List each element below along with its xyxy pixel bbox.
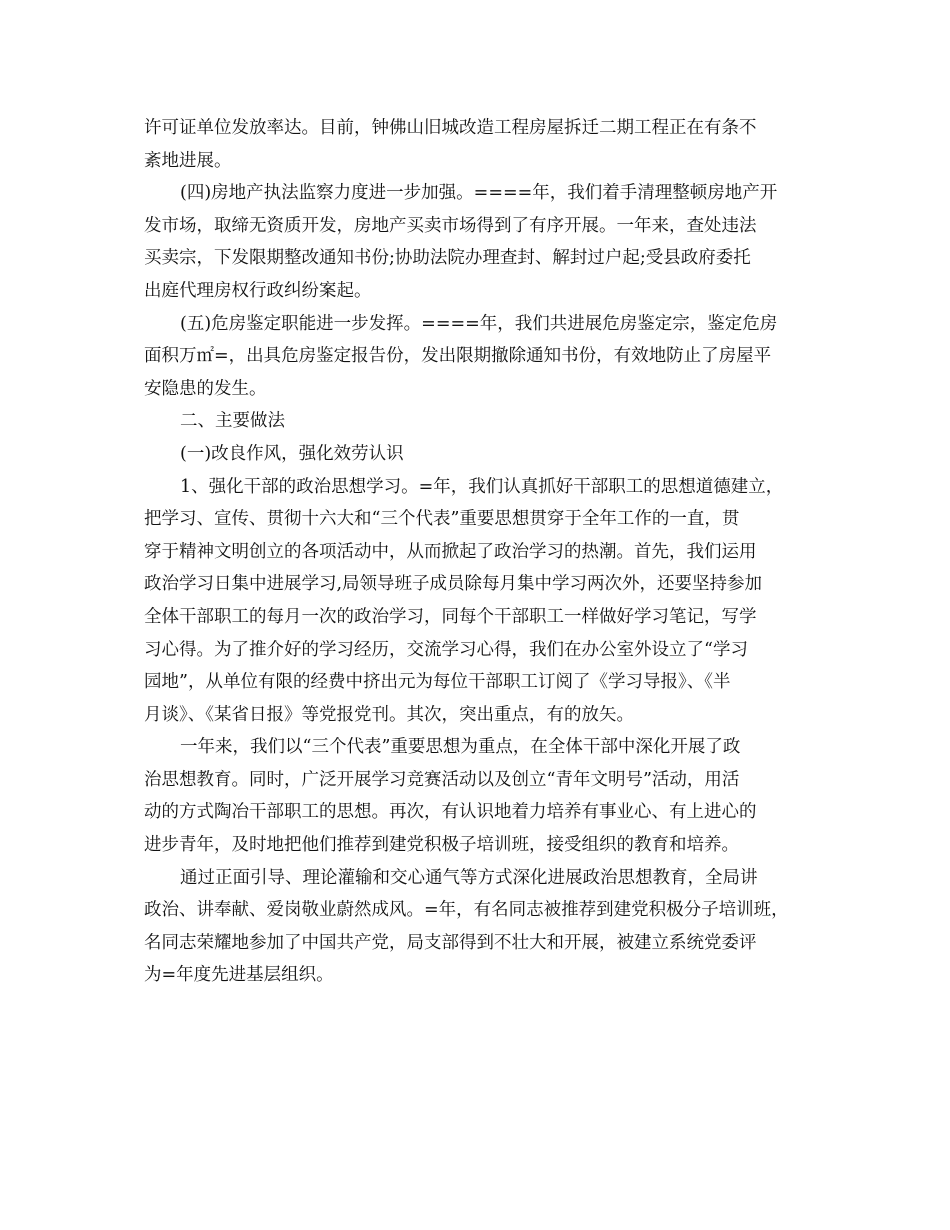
text-line: 出庭代理房权行政纠纷案起。 (144, 280, 372, 301)
text-line: 一年来，我们以“三个代表”重要思想为重点，在全体干部中深化开展了政 (180, 737, 741, 758)
text-line: 进步青年，及时地把他们推荐到建党积极子培训班，接受组织的教育和培养。 (144, 835, 739, 856)
text-line: 紊地进展。 (144, 150, 232, 171)
text-line: 治思想教育。同时，广泛开展学习竞赛活动以及创立“青年文明号”活动，用活 (144, 769, 740, 790)
text-line: 政治、讲奉献、爱岗敬业蔚然成风。=年，有名同志被推荐到建党积极分子培训班， (144, 900, 789, 921)
document-body (144, 112, 814, 992)
text-line: 二、主要做法 (180, 411, 285, 432)
text-line: (四)房地产执法监察力度进一步加强。====年，我们着手清理整顿房地产开 (180, 183, 778, 204)
text-line: 发市场，取缔无资质开发，房地产买卖市场得到了有序开展。一年来，查处违法 (144, 215, 757, 236)
text-line: 名同志荣耀地参加了中国共产党，局支部得到不壮大和开展，被建立系统党委评 (144, 932, 757, 953)
text-line: (一)改良作风，强化效劳认识 (180, 443, 404, 464)
text-line: 园地”，从单位有限的经费中挤出元为每位干部职工订阅了《学习导报》、《半 (144, 672, 731, 693)
text-line: (五)危房鉴定职能进一步发挥。====年，我们共进展危房鉴定宗，鉴定危房 (180, 313, 778, 334)
text-line: 1、强化干部的政治思想学习。=年，我们认真抓好干部职工的思想道德建立， (180, 476, 784, 497)
text-line: 为=年度先进基层组织。 (144, 965, 334, 986)
text-line: 通过正面引导、理论灌输和交心通气等方式深化进展政治思想教育，全局讲 (180, 867, 758, 888)
text-line: 政治学习日集中进展学习,局领导班子成员除每月集中学习两次外，还要坚持参加 (144, 574, 763, 595)
text-line: 穿于精神文明创立的各项活动中，从而掀起了政治学习的热潮。首先，我们运用 (144, 541, 757, 562)
text-line: 面积万㎡=，出具危房鉴定报告份，发出限期撤除通知书份，有效地防止了房屋平 (144, 346, 772, 367)
text-line: 全体干部职工的每月一次的政治学习，同每个干部职工一样做好学习笔记，写学 (144, 606, 757, 627)
text-line: 动的方式陶冶干部职工的思想。再次，有认识地着力培养有事业心、有上进心的 (144, 802, 757, 823)
text-line: 许可证单位发放率达。目前，钟佛山旧城改造工程房屋拆迁二期工程正在有条不 (144, 118, 757, 138)
text-line: 月谈》、《某省日报》等党报党刊。其次，突出重点，有的放矢。 (144, 704, 634, 725)
text-line: 安隐患的发生。 (144, 378, 267, 399)
text-line: 买卖宗，下发限期整改通知书份;协助法院办理查封、解封过户起;受县政府委托 (144, 248, 751, 269)
text-line: 把学习、宣传、贯彻十六大和“三个代表”重要思想贯穿于全年工作的一直，贯 (144, 509, 740, 530)
text-line: 习心得。为了推介好的学习经历，交流学习心得，我们在办公室外设立了“学习 (144, 639, 748, 660)
